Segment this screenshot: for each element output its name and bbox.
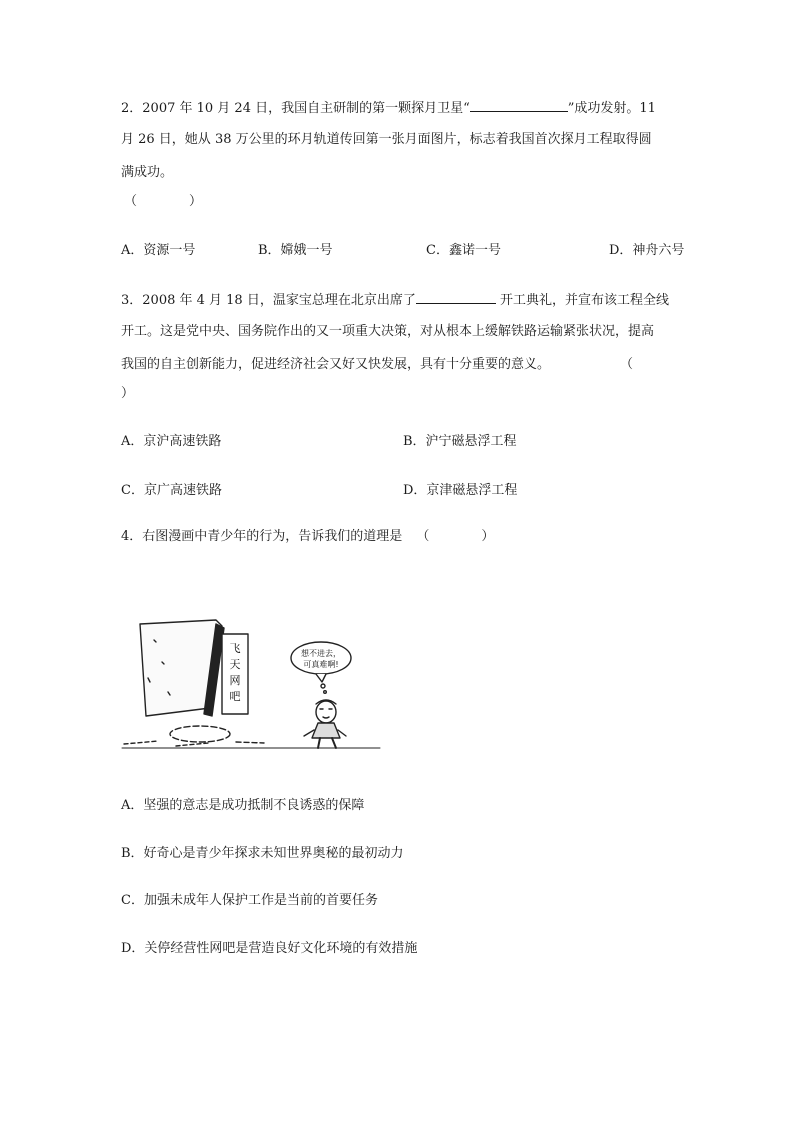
q3-line-3-text: 我国的自主创新能力，促进经济社会又好又快发展，具有十分重要的意义。	[121, 357, 551, 372]
q3-answer-blank	[416, 289, 496, 304]
bubble-line-2: 可真难啊!	[303, 660, 339, 669]
sign-char-4: 吧	[229, 690, 241, 703]
q2-option-c: C．鑫诺一号	[426, 243, 501, 258]
sign-char-1: 飞	[229, 642, 241, 655]
q3-option-b: B．沪宁磁悬浮工程	[403, 434, 517, 449]
boy-figure	[304, 700, 346, 748]
q2-text-after-blank: ”成功发射。11	[567, 101, 656, 116]
q2-line-1	[121, 97, 656, 119]
q2-text-before-blank: 2．2007 年 10 月 24 日，我国自主研制的第一颗探月卫星“	[121, 101, 470, 116]
q3-text-before-blank: 3．2008 年 4 月 18 日，温家宝总理在北京出席了	[121, 293, 416, 308]
cartoon-illustration	[118, 612, 384, 756]
puddle	[170, 726, 230, 742]
q4-option-d: D．关停经营性网吧是营造良好文化环境的有效措施	[121, 941, 418, 956]
q3-line-2: 开工。这是党中央、国务院作出的又一项重大决策，对从根本上缓解铁路运输紧张状况，提高	[121, 324, 655, 339]
q2-option-b: B．嫦娥一号	[258, 243, 333, 258]
q3-option-a: A．京沪高速铁路	[121, 434, 222, 449]
q4-option-b: B．好奇心是青少年探求未知世界奥秘的最初动力	[121, 846, 404, 861]
q3-text-after-blank: 开工典礼，并宣布该工程全线	[495, 293, 669, 308]
q4-stem	[121, 527, 494, 547]
q4-answer-paren: （ ）	[416, 529, 495, 544]
q2-line-3: 满成功。	[121, 165, 174, 180]
q4-option-c: C．加强未成年人保护工作是当前的首要任务	[121, 893, 378, 908]
sign-char-3: 网	[229, 674, 241, 687]
q3-option-c: C．京广高速铁路	[121, 483, 222, 498]
q3-option-d: D．京津磁悬浮工程	[403, 483, 518, 498]
q2-line-2: 月 26 日，她从 38 万公里的环月轨道传回第一张月面图片，标志着我国首次探月工程取得圆	[121, 132, 652, 147]
q2-option-a: A．资源一号	[121, 243, 196, 258]
bubble-line-1: 想不进去，	[301, 649, 341, 658]
q2-answer-paren: （ ）	[124, 194, 203, 209]
sign-char-2: 天	[229, 658, 241, 671]
q4-stem-text: 4．右图漫画中青少年的行为，告诉我们的道理是	[121, 529, 403, 544]
q3-paren-close: ）	[121, 386, 135, 401]
speech-bubble	[291, 642, 351, 674]
q3-paren-open: （	[620, 357, 634, 372]
q3-line-3	[121, 355, 550, 375]
q3-line-1	[121, 289, 669, 311]
q2-option-d: D．神舟六号	[609, 243, 685, 258]
q4-option-a: A．坚强的意志是成功抵制不良诱惑的保障	[121, 798, 365, 813]
q2-answer-blank	[470, 97, 568, 112]
